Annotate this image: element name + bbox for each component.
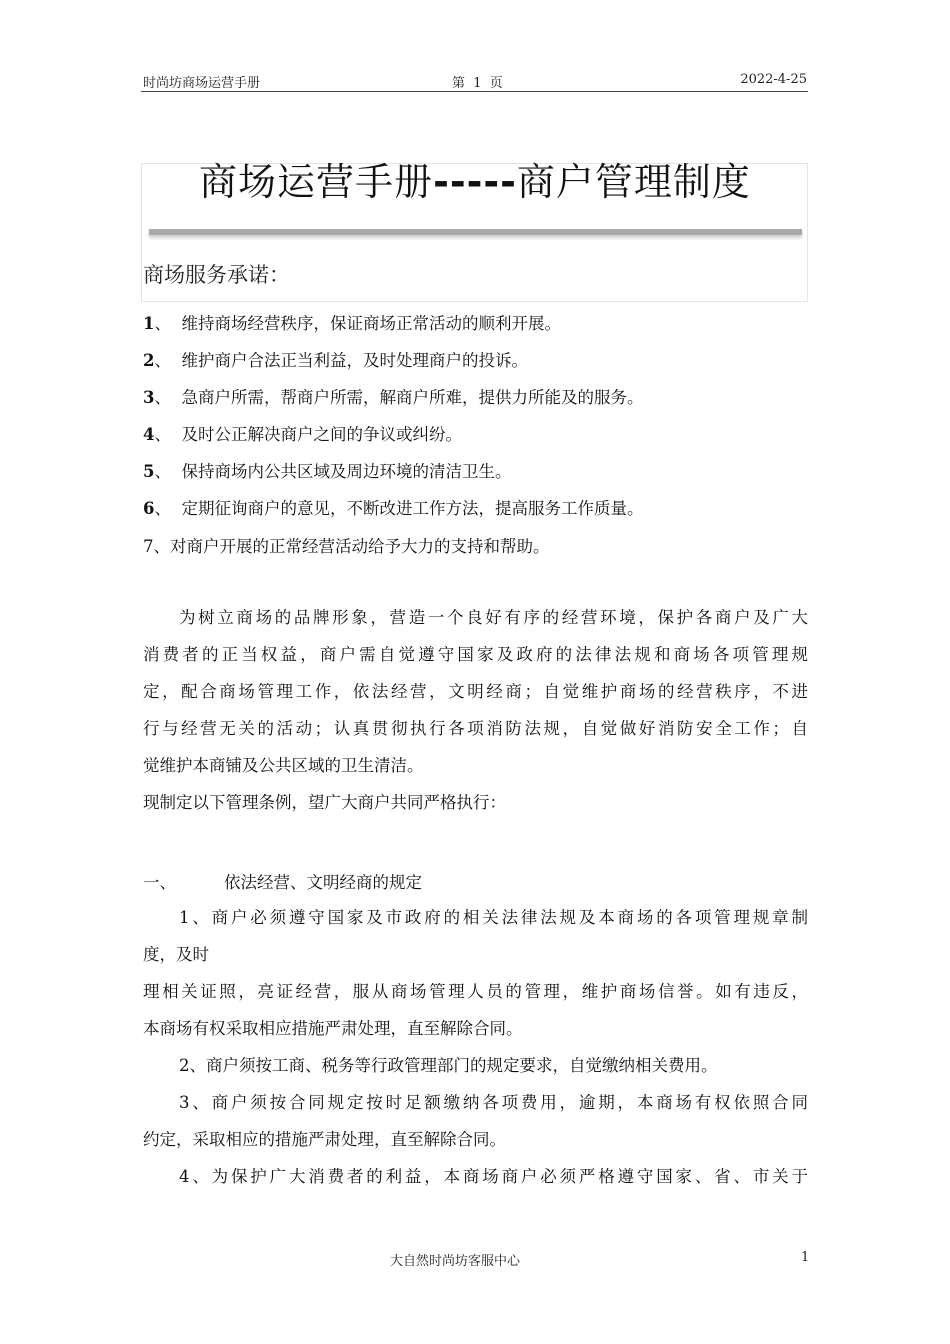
commitment-item: 6、 定期征询商户的意见，不断改进工作方法，提高服务工作质量。 bbox=[143, 499, 644, 518]
commitment-item: 1、 维持商场经营秩序，保证商场正常活动的顺利开展。 bbox=[143, 314, 561, 333]
footer-org: 大自然时尚坊客服中心 bbox=[390, 1254, 521, 1269]
commitment-number: 4 bbox=[143, 425, 155, 444]
intro-line: 行与经营无关的活动；认真贯彻执行各项消防法规，自觉做好消防安全工作；自 bbox=[143, 719, 808, 738]
intro-line: 为树立商场的品牌形象，营造一个良好有序的经营环境，保护各商户及广大 bbox=[179, 608, 808, 627]
header-rule bbox=[141, 91, 808, 92]
section-subtitle: 商场服务承诺： bbox=[143, 263, 290, 287]
rule-line: 度，及时 bbox=[143, 945, 209, 964]
commitment-number: 6 bbox=[143, 499, 155, 518]
rule-line: 约定，采取相应的措施严肃处理，直至解除合同。 bbox=[143, 1130, 506, 1149]
commitment-text: 及时公正解决商户之间的争议或纠纷。 bbox=[170, 425, 462, 444]
commitment-text: 保持商场内公共区域及周边环境的清洁卫生。 bbox=[170, 462, 512, 481]
rules-block bbox=[143, 899, 808, 1195]
commitment-item-7: 7、对商户开展的正常经营活动给予大力的支持和帮助。 bbox=[143, 537, 550, 556]
header-date: 2022-4-25 bbox=[740, 72, 807, 87]
rule-line: 4、为保护广大消费者的利益，本商场商户必须严格遵守国家、省、市关于 bbox=[179, 1167, 808, 1186]
commitment-item: 4、 及时公正解决商户之间的争议或纠纷。 bbox=[143, 425, 462, 444]
commitment-text: 定期征询商户的意见，不断改进工作方法，提高服务工作质量。 bbox=[170, 499, 644, 518]
header-page-number: 第 1 页 bbox=[452, 76, 503, 91]
commitment-number: 1 bbox=[143, 314, 155, 333]
header-doc-title: 时尚坊商场运营手册 bbox=[143, 76, 261, 91]
intro-line: 觉维护本商铺及公共区域的卫生清洁。 bbox=[143, 756, 424, 775]
commitment-number: 2 bbox=[143, 351, 155, 370]
title-part2: 商户管理制度 bbox=[516, 160, 751, 204]
commitment-text: 维持商场经营秩序，保证商场正常活动的顺利开展。 bbox=[170, 314, 561, 333]
rule-line: 1、商户必须遵守国家及市政府的相关法律法规及本商场的各项管理规章制 bbox=[179, 908, 808, 927]
intro-paragraph bbox=[143, 599, 808, 821]
intro-line: 消费者的正当权益，商户需自觉遵守国家及政府的法律法规和商场各项管理规 bbox=[143, 645, 808, 664]
commitment-number: 3 bbox=[143, 388, 155, 407]
commitment-text: 急商户所需，帮商户所需，解商户所难，提供力所能及的服务。 bbox=[170, 388, 644, 407]
footer-page-number: 1 bbox=[801, 1250, 810, 1265]
title-divider-bar bbox=[149, 229, 802, 235]
commitment-item: 3、 急商户所需，帮商户所需，解商户所难，提供力所能及的服务。 bbox=[143, 388, 644, 407]
commitment-text: 维护商户合法正当利益，及时处理商户的投诉。 bbox=[170, 351, 528, 370]
commitment-number: 5 bbox=[143, 462, 155, 481]
page-title bbox=[0, 151, 950, 206]
rule-line: 3、商户须按合同规定按时足额缴纳各项费用，逾期，本商场有权依照合同 bbox=[179, 1093, 808, 1112]
title-dashes: ----- bbox=[433, 160, 517, 204]
intro-closing: 现制定以下管理条例，望广大商户共同严格执行： bbox=[143, 793, 506, 812]
section-title: 依法经营、文明经商的规定 bbox=[224, 873, 422, 892]
rule-line: 本商场有权采取相应措施严肃处理，直至解除合同。 bbox=[143, 1019, 523, 1038]
title-part1: 商场运营手册 bbox=[199, 160, 434, 204]
commitment-item: 2、 维护商户合法正当利益，及时处理商户的投诉。 bbox=[143, 351, 528, 370]
rule-line: 理相关证照，亮证经营，服从商场管理人员的管理，维护商场信誉。如有违反， bbox=[143, 982, 808, 1001]
rule-line: 2、商户须按工商、税务等行政管理部门的规定要求，自觉缴纳相关费用。 bbox=[179, 1056, 718, 1075]
section-heading bbox=[143, 869, 422, 893]
intro-line: 定，配合商场管理工作，依法经营，文明经商；自觉维护商场的经营秩序，不进 bbox=[143, 682, 808, 701]
commitment-item: 5、 保持商场内公共区域及周边环境的清洁卫生。 bbox=[143, 462, 512, 481]
section-number: 一、 bbox=[143, 873, 176, 892]
